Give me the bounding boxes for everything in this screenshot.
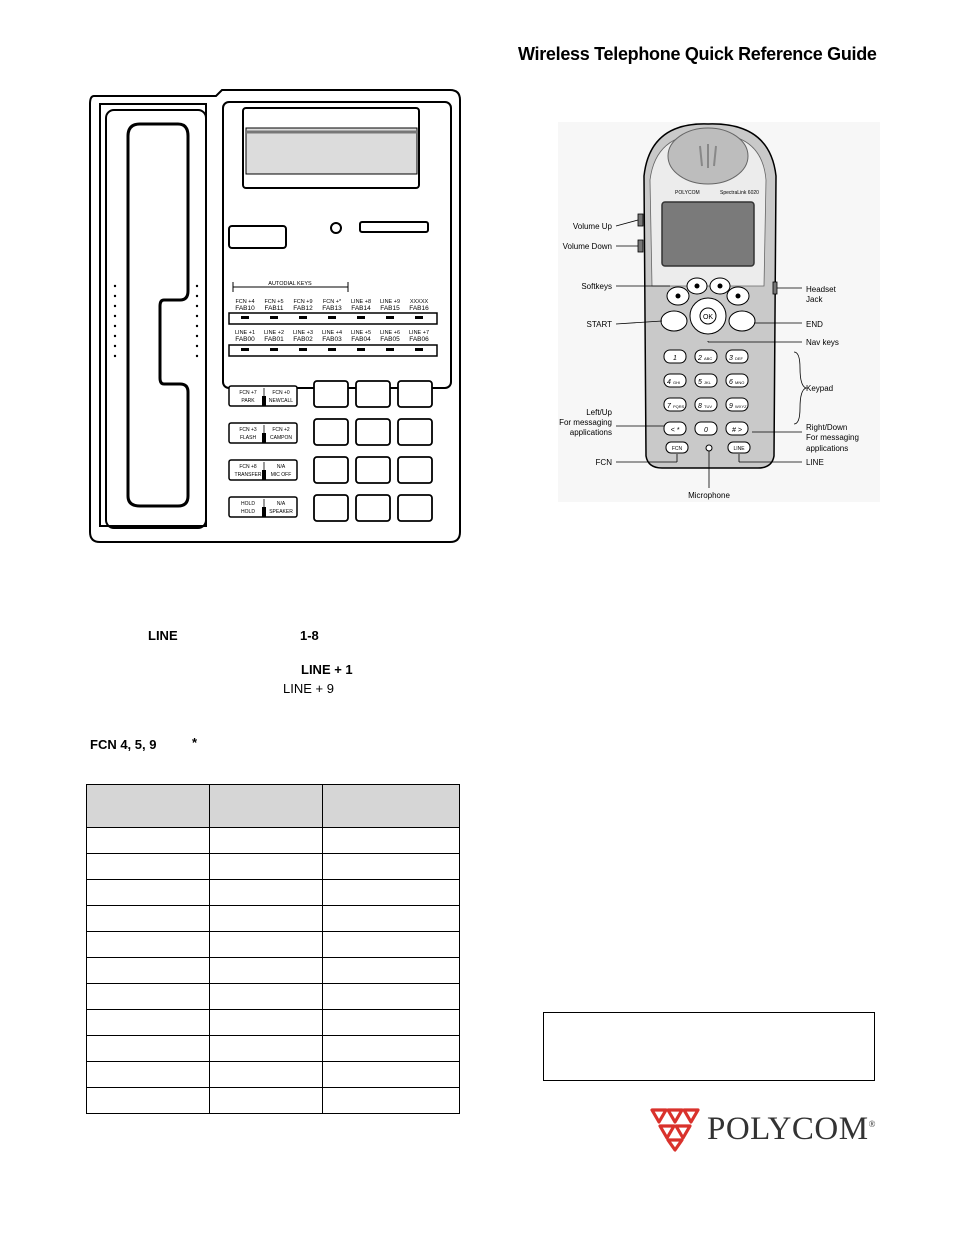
table-row bbox=[87, 1062, 460, 1088]
function-key-top-left: FCN +7 bbox=[239, 390, 257, 396]
desk-phone-illustration bbox=[88, 86, 468, 548]
table-header-row bbox=[87, 785, 460, 828]
table-header-cell bbox=[210, 785, 323, 828]
table-cell bbox=[323, 1062, 460, 1088]
callout-softkeys: Softkeys bbox=[581, 282, 612, 291]
function-key-bottom-right: CAMPON bbox=[270, 435, 292, 441]
handset-key-digit: 3 bbox=[729, 355, 733, 362]
table-cell bbox=[323, 828, 460, 854]
desk-key-led bbox=[299, 316, 307, 319]
table-cell bbox=[210, 1010, 323, 1036]
function-key-bottom-left: FLASH bbox=[239, 435, 257, 441]
callout-headset-1: Headset bbox=[806, 285, 836, 294]
callout-start: START bbox=[586, 320, 612, 329]
table-cell bbox=[87, 1088, 210, 1114]
desk-key-code: FAB12 bbox=[293, 305, 313, 312]
table-cell bbox=[87, 932, 210, 958]
table-row bbox=[87, 1088, 460, 1114]
ok-key: OK bbox=[702, 314, 714, 321]
desk-key-led bbox=[415, 348, 423, 351]
desk-dial-key bbox=[314, 419, 348, 445]
function-key-bottom-left: TRANSFER bbox=[234, 472, 262, 478]
handset-key-letters: WXYZ bbox=[735, 404, 747, 409]
table-row bbox=[87, 932, 460, 958]
desk-key-led bbox=[328, 316, 336, 319]
desk-key-led bbox=[328, 348, 336, 351]
key-reference-table bbox=[86, 784, 460, 1114]
handset-key-letters: MNO bbox=[735, 380, 745, 385]
desk-key-code: FAB05 bbox=[380, 336, 400, 343]
callout-right-down-3: applications bbox=[806, 444, 849, 453]
desk-key-led bbox=[270, 348, 278, 351]
function-key-top-right: FCN +2 bbox=[272, 427, 290, 433]
callout-volume-up: Volume Up bbox=[572, 222, 612, 231]
handset-model-label: SpectraLink 6020 bbox=[720, 190, 759, 196]
handset-key-digit: 8 bbox=[698, 403, 702, 410]
table-cell bbox=[210, 828, 323, 854]
callout-keypad: Keypad bbox=[806, 384, 834, 393]
desk-key-label: FCN +4 bbox=[235, 299, 255, 305]
desk-key-code: FAB04 bbox=[351, 336, 371, 343]
desk-dial-key bbox=[398, 457, 432, 483]
text-line-plus-1: LINE + 1 bbox=[301, 662, 353, 677]
function-key-bottom-right: NEWCALL bbox=[268, 398, 294, 404]
handset-key-letters: DEF bbox=[735, 356, 743, 361]
callout-left-up-1: Left/Up bbox=[586, 408, 612, 417]
table-row bbox=[87, 854, 460, 880]
handset-key-digit: < * bbox=[670, 427, 680, 434]
desk-key-led bbox=[299, 348, 307, 351]
text-line-plus-9: LINE + 9 bbox=[283, 681, 334, 696]
function-key-bottom-left: HOLD bbox=[241, 509, 255, 515]
handset-key-letters: JKL bbox=[704, 380, 711, 385]
desk-dial-key bbox=[398, 381, 432, 407]
table-row bbox=[87, 984, 460, 1010]
text-star: * bbox=[192, 735, 198, 750]
table-cell bbox=[210, 1036, 323, 1062]
function-key-bottom-right: SPEAKER bbox=[269, 509, 293, 515]
function-key-top-right: N/A bbox=[276, 464, 286, 470]
table-cell bbox=[87, 1062, 210, 1088]
handset-key-letters: PQRS bbox=[673, 404, 685, 409]
table-cell bbox=[323, 1010, 460, 1036]
handset-line-key: LINE bbox=[733, 446, 745, 452]
polycom-logo-icon bbox=[650, 1106, 700, 1152]
handset-key-letters: TUV bbox=[704, 404, 712, 409]
desk-key-label: LINE +7 bbox=[408, 330, 430, 336]
desk-key-led bbox=[357, 348, 365, 351]
desk-dial-key bbox=[356, 495, 390, 521]
desk-key-label: LINE +9 bbox=[379, 299, 401, 305]
polycom-wordmark: POLYCOM® bbox=[707, 1111, 876, 1147]
handset-key-digit: 5 bbox=[698, 379, 702, 386]
function-key-top-left: FCN +3 bbox=[239, 427, 257, 433]
table-cell bbox=[87, 958, 210, 984]
table-header-cell bbox=[323, 785, 460, 828]
table-cell bbox=[323, 906, 460, 932]
table-cell bbox=[323, 932, 460, 958]
note-box bbox=[543, 1012, 875, 1081]
handset-key-letters: ABC bbox=[704, 356, 713, 361]
desk-key-code: FAB13 bbox=[322, 305, 342, 312]
desk-key-led bbox=[241, 348, 249, 351]
desk-key-label: LINE +6 bbox=[379, 330, 401, 336]
table-cell bbox=[87, 1036, 210, 1062]
table-cell bbox=[87, 854, 210, 880]
desk-key-code: FAB14 bbox=[351, 305, 371, 312]
desk-key-label: FCN +9 bbox=[293, 299, 313, 305]
function-key-top-left: HOLD bbox=[241, 501, 255, 507]
desk-key-code: FAB06 bbox=[409, 336, 429, 343]
desk-dial-key bbox=[356, 419, 390, 445]
callout-volume-down: Volume Down bbox=[562, 242, 612, 251]
handset-brand-label: POLYCOM bbox=[675, 190, 700, 196]
desk-dial-key bbox=[314, 495, 348, 521]
autodial-label: AUTODIAL KEYS bbox=[268, 281, 312, 287]
table-cell bbox=[210, 854, 323, 880]
desk-key-label: FCN +5 bbox=[264, 299, 284, 305]
table-cell bbox=[323, 984, 460, 1010]
page-title: Wireless Telephone Quick Reference Guide bbox=[518, 44, 877, 64]
table-cell bbox=[87, 880, 210, 906]
table-cell bbox=[210, 906, 323, 932]
desk-dial-key bbox=[356, 381, 390, 407]
table-cell bbox=[87, 984, 210, 1010]
handset-key-digit: 2 bbox=[698, 355, 702, 362]
handset-fcn-key: FCN bbox=[671, 446, 683, 452]
callout-nav-keys: Nav keys bbox=[806, 338, 839, 347]
desk-dial-key bbox=[314, 457, 348, 483]
text-line: LINE bbox=[148, 628, 178, 643]
table-cell bbox=[210, 984, 323, 1010]
desk-key-code: FAB00 bbox=[235, 336, 255, 343]
callout-right-down-2: For messaging bbox=[806, 433, 859, 442]
table-cell bbox=[87, 828, 210, 854]
desk-key-label: LINE +1 bbox=[234, 330, 256, 336]
desk-dial-key bbox=[398, 419, 432, 445]
desk-key-led bbox=[357, 316, 365, 319]
desk-key-label: LINE +3 bbox=[292, 330, 314, 336]
function-key-top-right: N/A bbox=[276, 501, 286, 507]
desk-key-led bbox=[415, 316, 423, 319]
table-row bbox=[87, 958, 460, 984]
function-key-bottom-left: PARK bbox=[241, 398, 255, 404]
handset-key-digit: 9 bbox=[729, 403, 733, 410]
desk-key-label: LINE +8 bbox=[350, 299, 372, 305]
callout-line: LINE bbox=[806, 458, 824, 467]
table-cell bbox=[210, 1088, 323, 1114]
callout-fcn: FCN bbox=[595, 458, 612, 467]
function-key-top-right: FCN +0 bbox=[272, 390, 290, 396]
desk-key-code: FAB11 bbox=[264, 305, 284, 312]
desk-key-label: XXXXX bbox=[409, 299, 429, 305]
handset-key-digit: 4 bbox=[667, 379, 671, 386]
desk-key-code: FAB01 bbox=[264, 336, 284, 343]
desk-key-label: LINE +2 bbox=[263, 330, 285, 336]
table-cell bbox=[210, 1062, 323, 1088]
desk-dial-key bbox=[356, 457, 390, 483]
table-cell bbox=[87, 906, 210, 932]
text-range: 1-8 bbox=[300, 628, 319, 643]
callout-right-down-1: Right/Down bbox=[806, 423, 848, 432]
handset-key-digit: 7 bbox=[667, 403, 671, 410]
table-row bbox=[87, 1036, 460, 1062]
desk-key-led bbox=[241, 316, 249, 319]
handset-illustration bbox=[540, 116, 880, 508]
handset-key-digit: 0 bbox=[704, 427, 708, 434]
function-key-top-left: FCN +8 bbox=[239, 464, 257, 470]
table-cell bbox=[323, 958, 460, 984]
handset-key-letters: GHI bbox=[673, 380, 681, 385]
desk-key-label: LINE +5 bbox=[350, 330, 372, 336]
table-cell bbox=[87, 1010, 210, 1036]
callout-left-up-3: applications bbox=[569, 428, 612, 437]
desk-key-led bbox=[270, 316, 278, 319]
table-cell bbox=[323, 1088, 460, 1114]
callout-end: END bbox=[806, 320, 823, 329]
text-fcn-keys: FCN 4, 5, 9 bbox=[90, 737, 157, 752]
function-key-bottom-right: MIC OFF bbox=[270, 472, 292, 478]
table-row bbox=[87, 828, 460, 854]
desk-key-code: FAB02 bbox=[293, 336, 313, 343]
table-cell bbox=[210, 880, 323, 906]
handset-key-digit: 6 bbox=[729, 379, 733, 386]
callout-headset-2: Jack bbox=[806, 295, 823, 304]
desk-key-code: FAB10 bbox=[235, 305, 255, 312]
table-cell bbox=[323, 880, 460, 906]
table-cell bbox=[210, 958, 323, 984]
table-row bbox=[87, 880, 460, 906]
callout-left-up-2: For messaging bbox=[559, 418, 612, 427]
table-cell bbox=[210, 932, 323, 958]
desk-key-code: FAB03 bbox=[322, 336, 342, 343]
table-cell bbox=[323, 854, 460, 880]
desk-dial-key bbox=[314, 381, 348, 407]
desk-key-label: FCN +* bbox=[322, 299, 342, 305]
table-header-cell bbox=[87, 785, 210, 828]
table-cell bbox=[323, 1036, 460, 1062]
table-row bbox=[87, 1010, 460, 1036]
desk-key-label: LINE +4 bbox=[321, 330, 343, 336]
desk-key-code: FAB15 bbox=[380, 305, 400, 312]
desk-dial-key bbox=[398, 495, 432, 521]
callout-microphone: Microphone bbox=[688, 491, 730, 500]
handset-key-digit: # > bbox=[732, 427, 742, 434]
desk-key-led bbox=[386, 348, 394, 351]
desk-key-led bbox=[386, 316, 394, 319]
handset-key-digit: 1 bbox=[673, 355, 677, 362]
desk-key-code: FAB16 bbox=[409, 305, 429, 312]
table-row bbox=[87, 906, 460, 932]
